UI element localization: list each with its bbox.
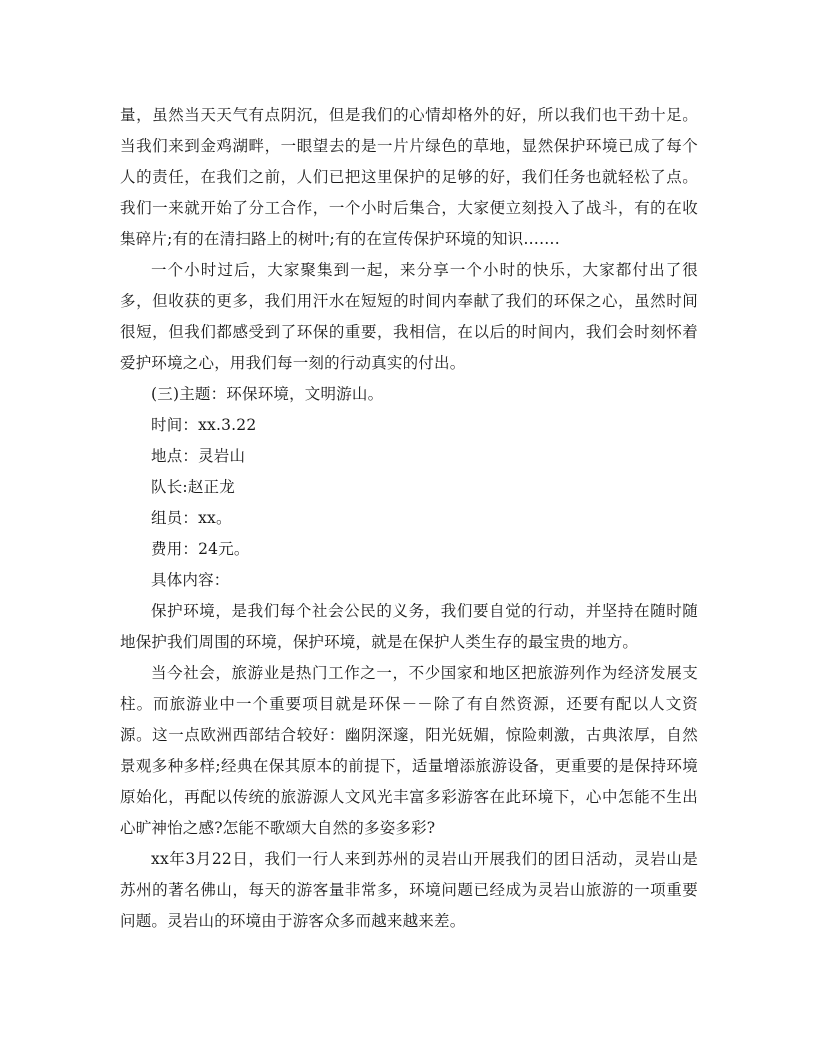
- paragraph-3: 保护环境，是我们每个社会公民的义务，我们要自觉的行动，并坚持在随时随地保护我们周围的环境，保护环境，就是在保护人类生存的最宝贵的地方。: [120, 602, 698, 651]
- section-heading: (三)主题：环保环境，文明游山。: [151, 385, 384, 403]
- paragraph-5: xx年3月22日，我们一行人来到苏州的灵岩山开展我们的团日活动，灵岩山是苏州的著名佛山，每天的游客量非常多，环境问题已经成为灵岩山旅游的一项重要问题。灵岩山的环境由于游客众多而越来越来差。: [120, 850, 698, 930]
- content-label: 具体内容：: [151, 571, 230, 589]
- members-line: 组员：xx。: [151, 509, 232, 527]
- location-line: 地点：灵岩山: [151, 447, 246, 465]
- captain-line: 队长:赵正龙: [151, 478, 235, 496]
- time-line: 时间：xx.3.22: [151, 416, 257, 434]
- paragraph-1: 量，虽然当天天气有点阴沉，但是我们的心情却格外的好，所以我们也干劲十足。当我们来到金鸡湖畔，一眼望去的是一片片绿色的草地，显然保护环境已成了每个人的责任，在我们之前，人们已把这里保护的足够的好，我们任务也就轻松了点。我们一来就开始了分工合作，一个小时后集合，大家便立刻投入了战斗，有的在收集碎片;有的在清扫路上的树叶;有的在宣传保护环境的知识…….: [120, 106, 698, 248]
- cost-line: 费用：24元。: [151, 540, 250, 558]
- document-page: [120, 100, 698, 937]
- paragraph-4: 当今社会，旅游业是热门工作之一，不少国家和地区把旅游列作为经济发展支柱。而旅游业中一个重要项目就是环保－－除了有自然资源，还要有配以人文资源。这一点欧洲西部结合较好：幽阴深邃，阳光妩媚，惊险刺激，古典浓厚，自然景观多种多样;经典在保其原本的前提下，适量增添旅游设备，更重要的是保持环境原始化，再配以传统的旅游源人文风光丰富多彩游客在此环境下，心中怎能不生出心旷神怡之感?怎能不歌颂大自然的多姿多彩?: [120, 664, 698, 837]
- paragraph-2: 一个小时过后，大家聚集到一起，来分享一个小时的快乐，大家都付出了很多，但收获的更多，我们用汗水在短短的时间内奉献了我们的环保之心，虽然时间很短，但我们都感受到了环保的重要，我相信，在以后的时间内，我们会时刻怀着爱护环境之心，用我们每一刻的行动真实的付出。: [120, 261, 698, 372]
